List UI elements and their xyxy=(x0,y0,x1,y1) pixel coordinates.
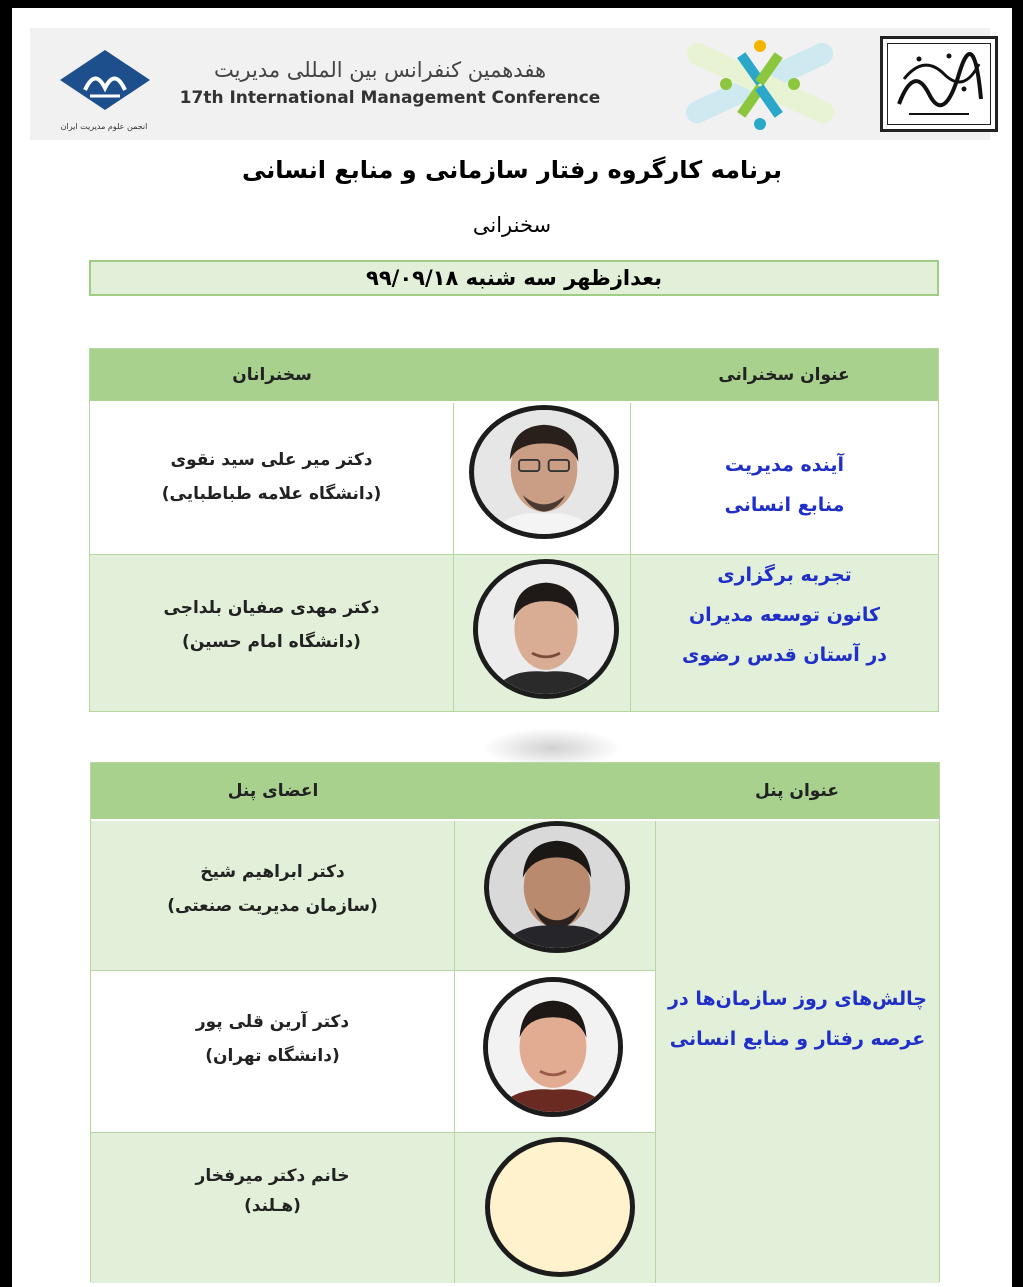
lecture-topic-line: تجربه برگزاری xyxy=(717,564,852,586)
conference-title-fa: هفدهمین کنفرانس بین المللی مدیریت xyxy=(213,58,547,82)
speaker-affiliation: (دانشگاه علامه طباطبایی) xyxy=(161,484,382,504)
member-name: دکتر آرین قلی پور xyxy=(195,1012,350,1032)
table-row xyxy=(91,971,655,1133)
conference-emblem-icon xyxy=(660,32,860,136)
lecture-topic-line: کانون توسعه مدیران xyxy=(688,604,881,626)
member-photo-placeholder xyxy=(485,1137,635,1277)
header-panel-topic: عنوان پنل xyxy=(755,781,839,801)
panel-topic-line: عرصه رفتار و منابع انسانی xyxy=(669,1028,926,1050)
member-affiliation: (هـلند) xyxy=(244,1196,301,1216)
shahid-beheshti-university-logo xyxy=(880,36,998,132)
panel-table-header xyxy=(91,763,939,821)
lecture-topic-line: آینده مدیریت xyxy=(724,454,845,476)
photo-cell xyxy=(455,821,655,971)
header-panel-members: اعضای پنل xyxy=(227,781,319,801)
conference-title-en: 17th International Management Conference xyxy=(179,88,601,108)
speaker-photo xyxy=(469,405,619,539)
lectures-table-header xyxy=(90,349,938,403)
photo-cell xyxy=(454,555,630,711)
lecture-topic-line: در آستان قدس رضوی xyxy=(681,644,888,666)
speaker-photo xyxy=(473,559,619,699)
page-title: برنامه کارگروه رفتار سازمانی و منابع انسانی xyxy=(242,156,782,184)
panel-table xyxy=(90,762,940,1282)
member-cell xyxy=(91,821,454,971)
conference-banner xyxy=(30,28,990,140)
header-topic: عنوان سخنرانی xyxy=(718,365,850,385)
program-page xyxy=(12,8,1012,1287)
session-date: بعدازظهر سه شنبه ۹۹/۰۹/۱۸ xyxy=(89,260,939,296)
member-affiliation: (دانشگاه تهران) xyxy=(205,1046,340,1066)
member-photo xyxy=(484,821,630,953)
speaker-name: دکتر مهدی صفیان بلداجی xyxy=(163,598,380,618)
iran-management-association-logo xyxy=(60,50,150,110)
member-photo xyxy=(483,977,623,1117)
member-cell xyxy=(91,1133,454,1283)
speaker-affiliation: (دانشگاه امام حسین) xyxy=(182,632,361,652)
header-speakers: سخنرانان xyxy=(232,365,312,385)
table-row xyxy=(91,821,655,971)
table-row xyxy=(90,403,938,555)
member-cell xyxy=(91,971,454,1133)
panel-topic-line: چالش‌های روز سازمان‌ها در xyxy=(668,988,927,1010)
member-affiliation: (سازمان مدیریت صنعتی) xyxy=(167,896,378,916)
speaker-cell xyxy=(90,555,453,711)
photo-cell xyxy=(454,403,630,553)
panel-topic-cell xyxy=(656,821,939,1283)
topic-cell xyxy=(631,403,938,553)
topic-cell xyxy=(631,555,938,711)
table-row xyxy=(91,1133,655,1283)
member-name: خانم دکتر میرفخار xyxy=(195,1166,350,1186)
speaker-cell xyxy=(90,403,453,553)
page-subtitle: سخنرانی xyxy=(472,213,552,237)
table-row xyxy=(90,555,938,711)
lecture-topic-line: منابع انسانی xyxy=(724,494,845,516)
photo-cell xyxy=(455,1133,655,1283)
speaker-name: دکتر میر علی سید نقوی xyxy=(170,450,373,470)
lectures-table xyxy=(89,348,939,712)
member-name: دکتر ابراهیم شیخ xyxy=(200,862,345,882)
association-caption: انجمن علوم مدیریت ایران xyxy=(60,122,148,131)
photo-cell xyxy=(455,971,655,1133)
